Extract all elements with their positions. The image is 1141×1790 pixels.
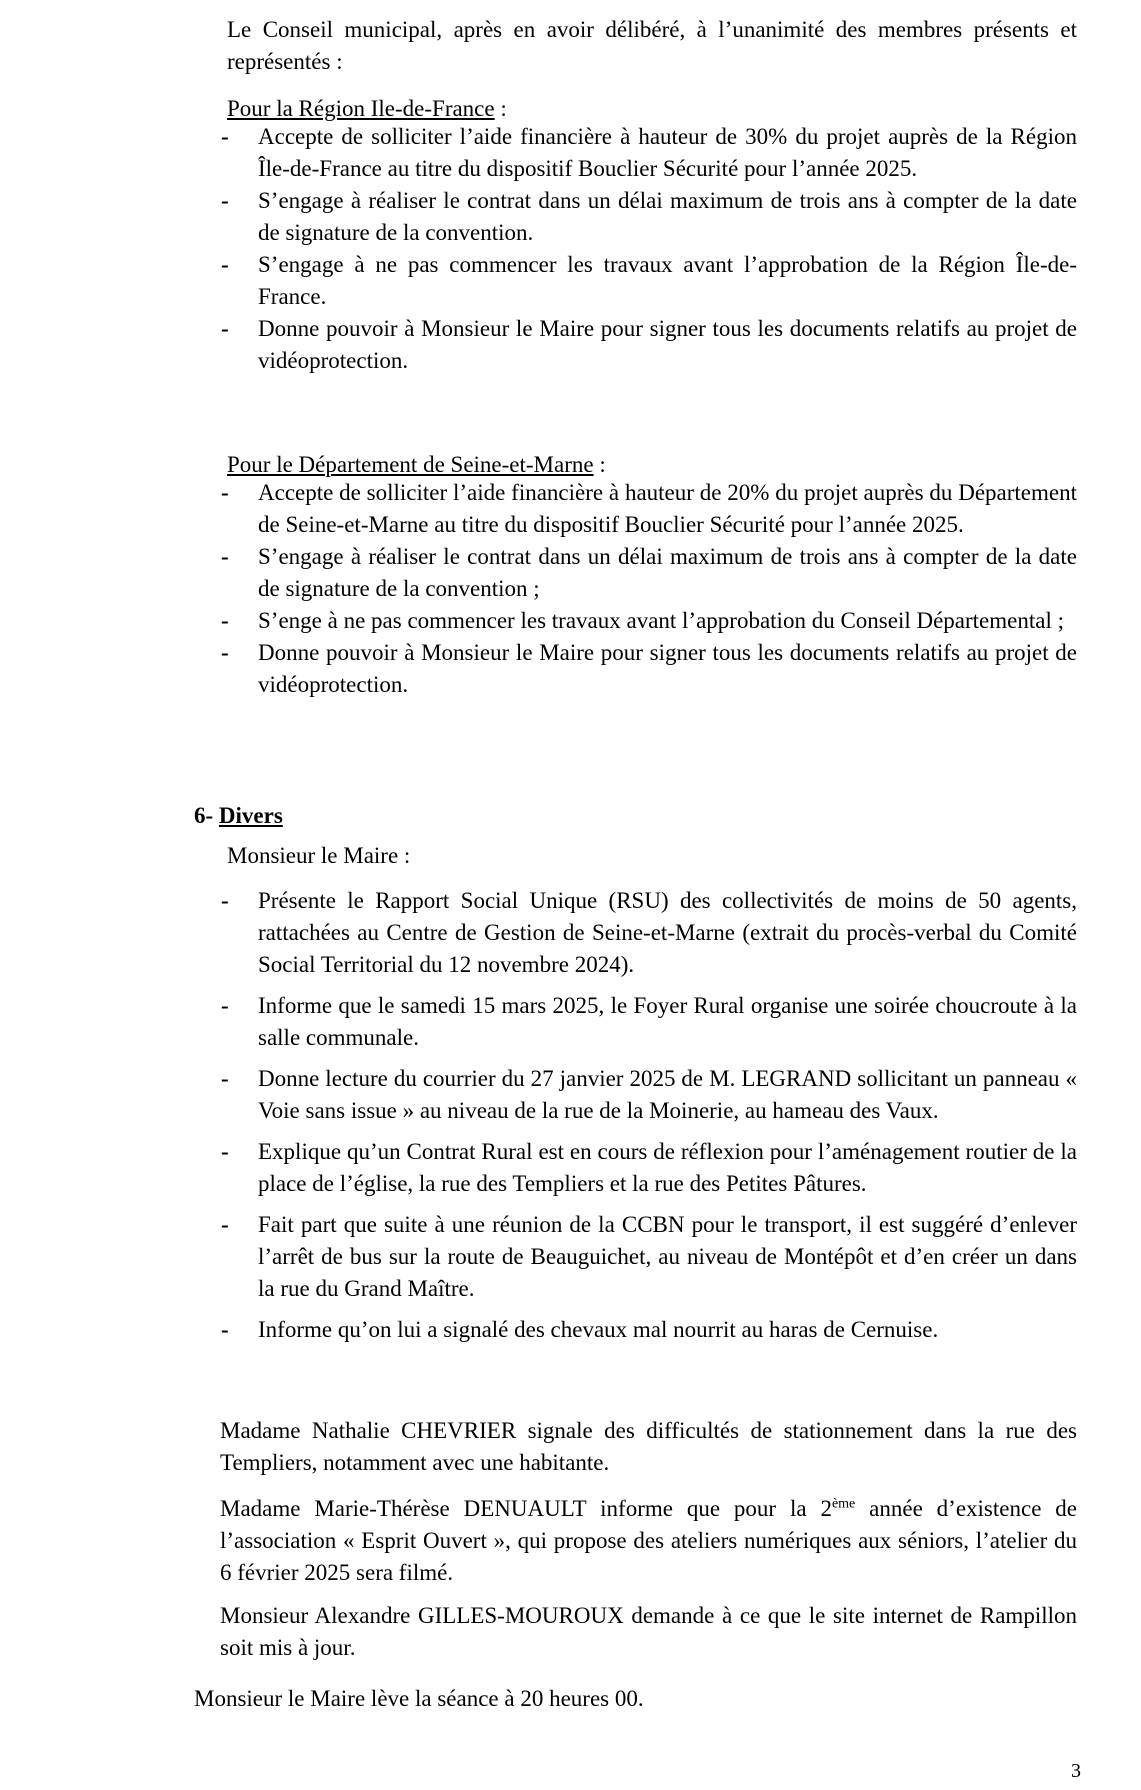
list-item: - Donne pouvoir à Monsieur le Maire pour signer tous les documents relatifs au projet de vidéoprotection. xyxy=(227,313,1077,377)
closing-line: Monsieur le Maire lève la séance à 20 heures 00. xyxy=(194,1686,644,1711)
intro-paragraph: Le Conseil municipal, après en avoir délibéré, à l’unanimité des membres présents et représentés : xyxy=(227,17,1077,74)
denuault-superscript: ème xyxy=(831,1496,856,1512)
list-item: - Présente le Rapport Social Unique (RSU) des collectivités de moins de 50 agents, rattachées au Centre de Gestion de Seine-et-Marne (extrait du procès-verbal du Comité Social Territorial du 12 novembre 2024). xyxy=(227,885,1077,981)
list-item: - Informe que le samedi 15 mars 2025, le Foyer Rural organise une soirée choucroute à la salle communale. xyxy=(227,990,1077,1054)
section-number: 6- xyxy=(194,803,214,828)
departement-heading-title: Pour le Département de Seine-et-Marne xyxy=(227,452,594,477)
region-heading-colon: : xyxy=(494,96,507,121)
list-item: - Accepte de solliciter l’aide financière à hauteur de 30% du projet auprès de la Région Île-de-France au titre du dispositif Bouclier Sécurité pour l’année 2025. xyxy=(227,121,1077,185)
list-item: - S’enge à ne pas commencer les travaux avant l’approbation du Conseil Départemental ; xyxy=(227,605,1077,637)
list-item: - S’engage à réaliser le contrat dans un délai maximum de trois ans à compter de la date de signature de la convention ; xyxy=(227,541,1077,605)
list-item: - Fait part que suite à une réunion de la CCBN pour le transport, il est suggéré d’enlever l’arrêt de bus sur la route de Beauguichet, au niveau de Montépôt et d’en créer un dans la rue du Grand Maître. xyxy=(227,1209,1077,1305)
denuault-text-a: Madame Marie-Thérèse DENUAULT informe que pour la 2 xyxy=(220,1496,832,1521)
list-item: - S’engage à ne pas commencer les travaux avant l’approbation de la Région Île-de-France. xyxy=(227,249,1077,313)
list-item: - Informe qu’on lui a signalé des chevaux mal nourrit au haras de Cernuise. xyxy=(227,1314,1077,1346)
denuault-paragraph xyxy=(220,1493,1077,1589)
section-6-heading xyxy=(194,800,1044,832)
list-item: - Accepte de solliciter l’aide financière à hauteur de 20% du projet auprès du Département de Seine-et-Marne au titre du dispositif Bouclier Sécurité pour l’année 2025. xyxy=(227,477,1077,541)
region-heading-title: Pour la Région Ile-de-France xyxy=(227,96,495,121)
list-item: - S’engage à réaliser le contrat dans un délai maximum de trois ans à compter de la date de signature de la convention. xyxy=(227,185,1077,249)
chevrier-paragraph: Madame Nathalie CHEVRIER signale des difficultés de stationnement dans la rue des Templiers, notamment avec une habitante. xyxy=(220,1418,1077,1475)
departement-list xyxy=(227,477,1077,701)
region-list xyxy=(227,121,1077,377)
denuault-text-b: année d’existence de l’association « Esprit Ouvert », qui propose des ateliers numériques aux séniors, l’atelier du 6 février 2025 sera filmé. xyxy=(220,1496,1077,1585)
maire-label: Monsieur le Maire : xyxy=(227,843,411,868)
list-item: - Explique qu’un Contrat Rural est en cours de réflexion pour l’aménagement routier de la place de l’église, la rue des Templiers et la rue des Petites Pâtures. xyxy=(227,1136,1077,1200)
page-number: 3 xyxy=(1071,1760,1081,1782)
list-item: - Donne lecture du courrier du 27 janvier 2025 de M. LEGRAND sollicitant un panneau « Voie sans issue » au niveau de la rue de la Moinerie, au hameau des Vaux. xyxy=(227,1063,1077,1127)
gilles-paragraph: Monsieur Alexandre GILLES-MOUROUX demande à ce que le site internet de Rampillon soit mis à jour. xyxy=(220,1603,1077,1660)
list-item: - Donne pouvoir à Monsieur le Maire pour signer tous les documents relatifs au projet de vidéoprotection. xyxy=(227,637,1077,701)
section-title: Divers xyxy=(218,803,283,828)
departement-heading-colon: : xyxy=(593,452,606,477)
divers-list xyxy=(227,885,1077,1355)
